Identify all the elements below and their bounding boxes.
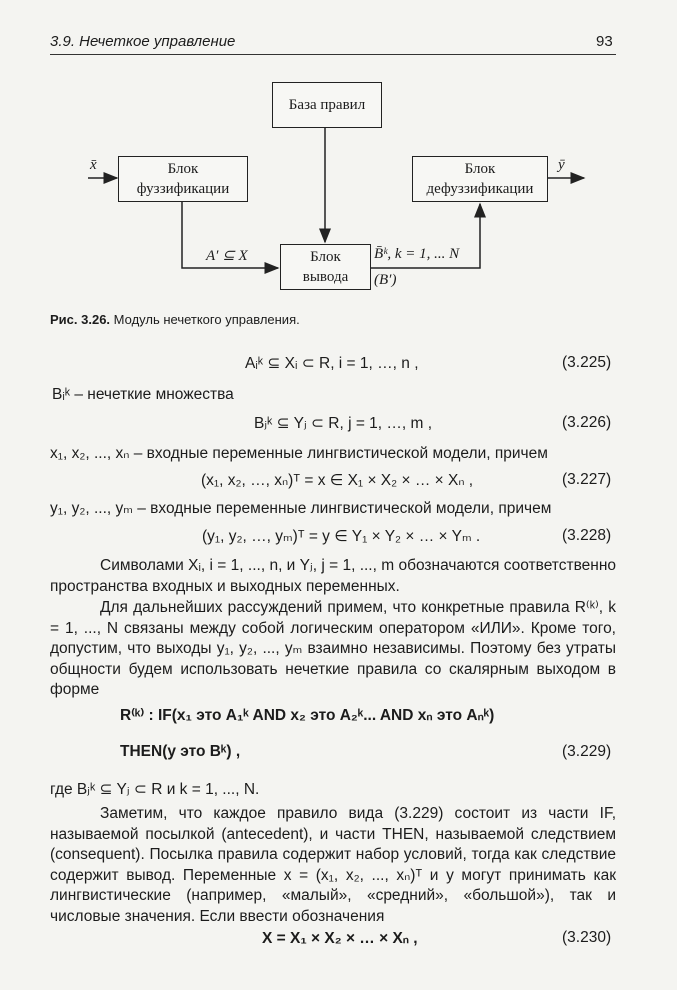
defuzzifier-label: Блок дефуззификации xyxy=(426,161,534,197)
figure-caption xyxy=(50,312,300,327)
defuzzifier-block xyxy=(412,156,548,202)
a-prime-label: A′ ⊆ X xyxy=(206,248,248,264)
rule-then-line: THEN(y это Bᵏ) , xyxy=(120,743,241,760)
y-inputs-line: y₁, y₂, ..., yₘ – входные переменные лингвистической модели, причем xyxy=(50,500,552,517)
x-inputs-line: x₁, x₂, ..., xₙ – входные переменные лингвистической модели, причем xyxy=(50,445,548,462)
eq-3-225: Aᵢᵏ ⊆ Xᵢ ⊂ R, i = 1, …, n , xyxy=(245,355,419,372)
para-rules xyxy=(50,598,616,701)
caption-label: Рис. 3.26. xyxy=(50,312,111,327)
fuzzifier-label: Блок фуззификации xyxy=(136,161,230,197)
para-symbols xyxy=(50,556,616,597)
page-number: 93 xyxy=(596,33,613,50)
b-fuzzy-sets-line: Bᵢᵏ – нечеткие множества xyxy=(52,386,234,403)
para-note xyxy=(50,804,616,927)
where-line: где Bⱼᵏ ⊆ Yⱼ ⊂ R и k = 1, ..., N. xyxy=(50,781,260,798)
eq-3-228: (y₁, y₂, …, yₘ)ᵀ = y ∈ Y₁ × Y₂ × … × Yₘ . xyxy=(202,528,481,545)
output-y-label: ȳ xyxy=(558,157,565,173)
rule-if-line: R⁽ᵏ⁾ : IF(x₁ это A₁ᵏ AND x₂ это A₂ᵏ... AND xₙ это Aₙᵏ) xyxy=(120,707,495,724)
eq-3-229-number: (3.229) xyxy=(562,743,612,760)
inference-block xyxy=(280,244,371,290)
eq-3-227-number: (3.227) xyxy=(562,471,612,488)
eq-3-227: (x₁, x₂, …, xₙ)ᵀ = x ∈ X₁ × X₂ × … × Xₙ , xyxy=(201,472,474,489)
rule-base-block xyxy=(272,82,382,128)
eq-3-228-number: (3.228) xyxy=(562,527,612,544)
eq-3-226-number: (3.226) xyxy=(562,414,612,431)
section-title: 3.9. Нечеткое управление xyxy=(50,33,236,50)
eq-3-230: X = X₁ × X₂ × … × Xₙ , xyxy=(262,930,418,947)
b-prime-label: (B′) xyxy=(374,272,397,288)
eq-3-230-number: (3.230) xyxy=(562,929,612,946)
input-x-label: x̄ xyxy=(90,157,97,173)
eq-3-226: Bⱼᵏ ⊆ Yⱼ ⊂ R, j = 1, …, m , xyxy=(254,415,433,432)
para-rules-text: Для дальнейших рассуждений примем, что конкретные правила R⁽ᵏ⁾, k = 1, ..., N связаны между собой логическим оператором «ИЛИ». Кроме того, допустим, что выходы y₁, y₂, ..., yₘ взаимно независимы. Поэтому без утраты общности будем использовать нечеткие правила со скалярным выходом в форме xyxy=(50,599,616,698)
rule-base-label: База правил xyxy=(288,97,366,113)
caption-text: Модуль нечеткого управления. xyxy=(113,312,300,327)
eq-3-225-number: (3.225) xyxy=(562,354,612,371)
fuzzifier-block xyxy=(118,156,248,202)
para-note-text: Заметим, что каждое правило вида (3.229) состоит из части IF, называемой посылкой (antecedent), и части THEN, называемой следствием (consequent). Посылка правила содержит набор условий, тогда как следствие содержит вывод. Переменные x = (x₁, x₂, ..., xₙ)ᵀ и y могут принимать как лингвистические (например, «малый», «средний», «большой»), так и числовые значения. Если ввести обозначения xyxy=(50,805,616,925)
para-symbols-text: Символами Xᵢ, i = 1, ..., n, и Yⱼ, j = 1, ..., m обозначаются соответственно пространства входных и выходных переменных. xyxy=(50,557,616,595)
inference-label: Блок вывода xyxy=(302,249,349,285)
b-k-label: B̄ᵏ, k = 1, ... N xyxy=(374,246,460,262)
